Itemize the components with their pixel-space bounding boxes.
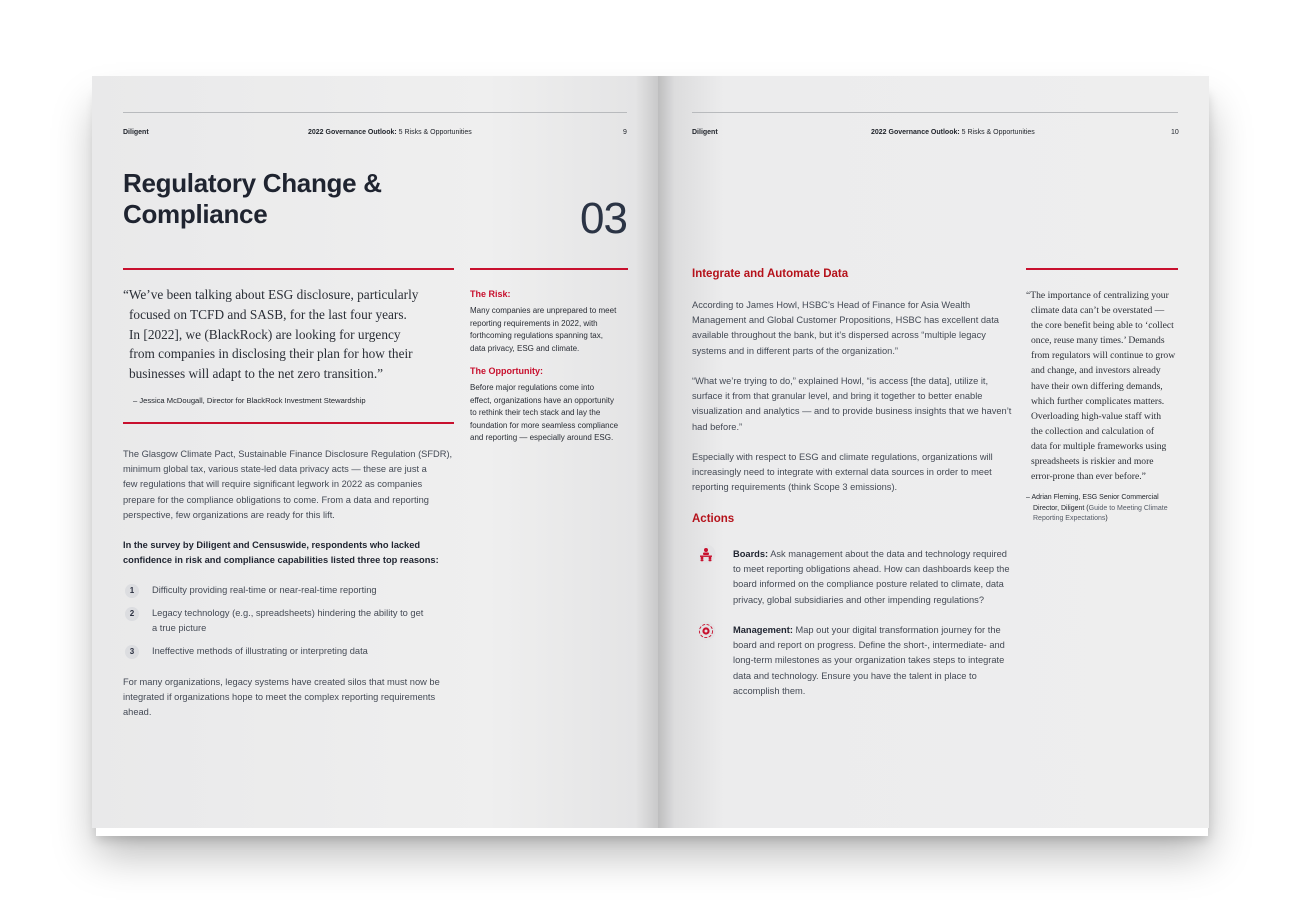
header-rule [692, 112, 1178, 113]
survey-paragraph: In the survey by Diligent and Censuswide, respondents who lacked confidence in risk and compliance capabilities listed three top reasons: [123, 540, 439, 566]
sidebar-top-rule [470, 268, 628, 270]
header-title: 2022 Governance Outlook: 5 Risks & Opportunities [871, 129, 1035, 136]
reason-number-1: 1 [125, 584, 139, 598]
header-title: 2022 Governance Outlook: 5 Risks & Opportunities [308, 129, 472, 136]
quote-attribution: – Jessica McDougall, Director for BlackRock Investment Stewardship [133, 396, 366, 405]
management-gear-icon [696, 621, 716, 641]
paragraph-3: Especially with respect to ESG and climate regulations, organizations will increasingly need to integrate with external data sources in order to meet reporting requirements (think Scope 3 emissions). [692, 452, 993, 493]
opportunity-label: The Opportunity: [470, 366, 543, 376]
boards-people-icon [696, 544, 716, 564]
quote-bottom-rule [123, 422, 454, 424]
header-brand: Diligent [123, 129, 149, 136]
paragraph-2: “What we’re trying to do,” explained Howl, “is access [the data], utilize it, surface it from that granular level, and bring it together to better enable visualization and analytics — and to provide business insights that we haven’t had before.” [692, 376, 1012, 432]
right-page [658, 76, 1209, 828]
reason-item-2: Legacy technology (e.g., spreadsheets) hindering the ability to get a true picture [152, 608, 424, 634]
intro-paragraph: The Glasgow Climate Pact, Sustainable Finance Disclosure Regulation (SFDR), minimum global tax, various state-led data privacy acts — these are just a few regulations that will require significant legwork in 2022 as companies prepare for the compliance obligations to come. From a data and reporting perspective, few organizations are ready for this lift. [123, 449, 453, 520]
opportunity-text: Before major regulations come into effect, organizations have an opportunity to rethink their tech stack and lay the foundation for more seamless compliance and reporting — especially around ESG. [470, 383, 619, 443]
risk-text: Many companies are unprepared to meet reporting requirements in 2022, with forthcoming regulations spanning tax, data privacy, ESG and climate. [470, 306, 617, 353]
header-rule [123, 112, 627, 113]
left-page [92, 76, 658, 828]
pull-quote: “We’ve been talking about ESG disclosure, particularly focused on TCFD and SASB, for the last four years. In [2022], we (BlackRock) are looking for urgency from companies in disclosing their plan for how their businesses will adapt to the net zero transition.” [123, 287, 419, 382]
management-action: Management: Map out your digital transformation journey for the board and report on progress. Define the short-, intermediate- and long-term milestones as your organization takes steps to integrate data and technology. Ensure you have the talent in place to accomplish them. [733, 625, 1005, 696]
reason-number-3: 3 [125, 645, 139, 659]
boards-action: Boards: Ask management about the data and technology required to meet reporting obligations ahead. How can dashboards keep the board informed on the compliance posture related to climate, data privacy, global subsidiaries and other impending regulations? [733, 549, 1010, 605]
page-title: Regulatory Change & Compliance [123, 168, 382, 229]
page-number: 9 [623, 129, 627, 136]
reason-item-3: Ineffective methods of illustrating or interpreting data [152, 646, 368, 656]
guide-link[interactable]: Guide to Meeting Climate [1088, 504, 1168, 512]
guide-link-continued[interactable]: Reporting Expectations [1033, 515, 1106, 522]
quote-top-rule [123, 268, 454, 270]
risk-label: The Risk: [470, 289, 511, 299]
reason-number-2: 2 [125, 607, 139, 621]
side-quote-attribution: – Adrian Fleming, ESG Senior Commercial Director, Diligent (Guide to Meeting Climate Reporting Expectations) [1026, 494, 1168, 522]
header-brand: Diligent [692, 129, 718, 136]
side-quote: “The importance of centralizing your climate data can’t be overstated — the core benefit being able to ‘collect once, reuse many times.’ Demands from regulators will continue to grow and change, and investors already have their own differing demands, which further complicates matters. Overloading high-value staff with the collection and calculation of data for multiple frameworks using spreadsheets is riskier and more error-prone than ever before.” [1026, 290, 1176, 483]
section-number: 03 [580, 194, 627, 243]
section-heading: Integrate and Automate Data [692, 268, 849, 280]
closing-paragraph: For many organizations, legacy systems have created silos that must now be integrated if organizations hope to meet the complex reporting requirements ahead. [123, 677, 440, 718]
sidebar-top-rule [1026, 268, 1178, 270]
page-number: 10 [1171, 129, 1179, 136]
paragraph-1: According to James Howl, HSBC’s Head of Finance for Asia Wealth Management and Global Customer Propositions, HSBC has excellent data available throughout the bank, but it’s dispersed across “multiple legacy systems and in different parts of the organization.” [692, 300, 999, 356]
actions-heading: Actions [692, 513, 735, 525]
reason-item-1: Difficulty providing real-time or near-real-time reporting [152, 585, 377, 595]
